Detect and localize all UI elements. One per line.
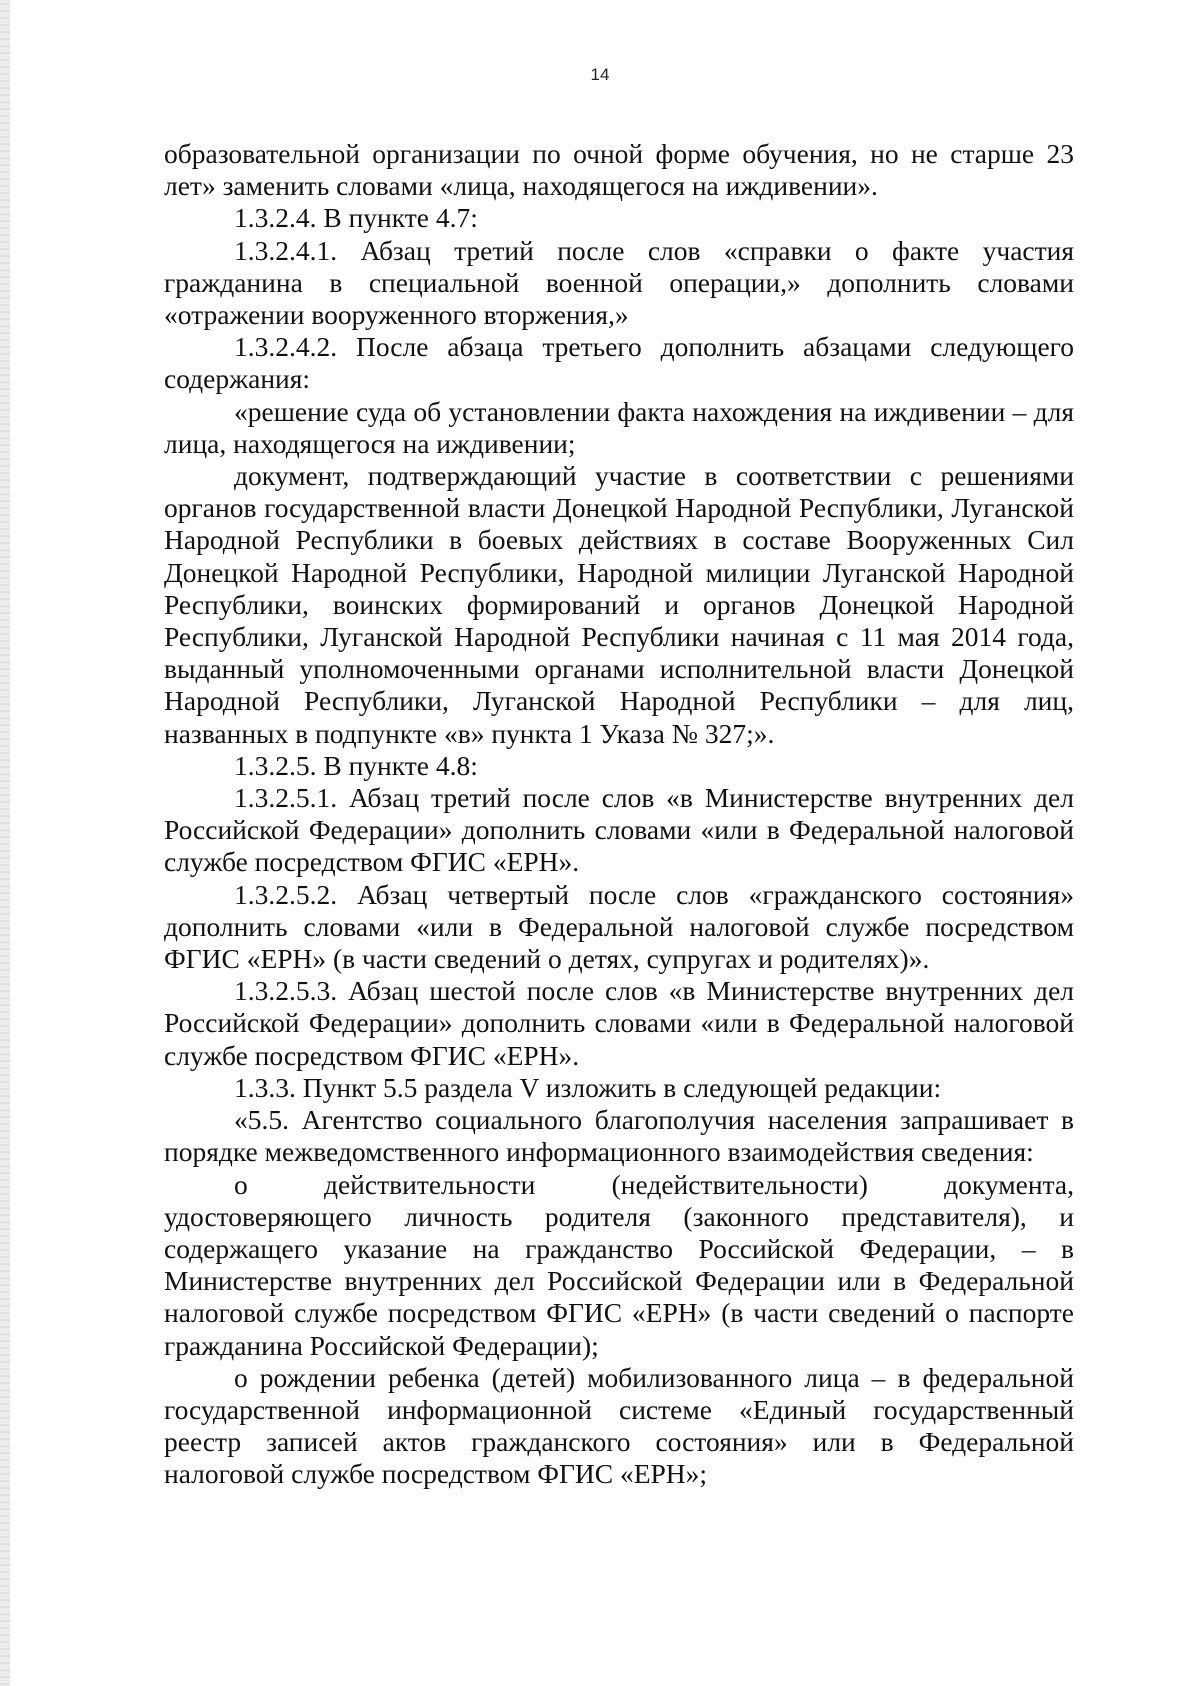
scan-edge-artifact [0,0,10,1686]
paragraph: о действительности (недействительности) документа, удостоверяющего личность родителя (законного представителя), и содержащего указание на гражданство Российской Федерации, – в Министерстве внутренних дел Российской Федерации или в Федеральной налоговой службе посредством ФГИС «ЕРН» (в части сведений о паспорте гражданина Российской Федерации); [164,1168,1074,1361]
page-number: 14 [590,65,610,84]
paragraph: о рождении ребенка (детей) мобилизованного лица – в федеральной государственной информационной системе «Единый государственный реестр записей актов гражданского состояния» или в Федеральной налоговой службе посредством ФГИС «ЕРН»; [164,1361,1074,1490]
paragraph: «5.5. Агентство социального благополучия населения запрашивает в порядке межведомственного информационного взаимодействия сведения: [164,1104,1074,1168]
paragraph: 1.3.2.4. В пункте 4.7: [234,202,478,234]
paragraph: 1.3.2.4.2. После абзаца третьего дополнить абзацами следующего содержания: [164,331,1074,395]
paragraph: 1.3.2.4.1. Абзац третий после слов «справки о факте участия гражданина в специальной военной операции,» дополнить словами «отражении вооруженного вторжения,» [164,234,1074,331]
document-body [164,138,1074,1491]
paragraph: 1.3.2.5. В пункте 4.8: [234,749,478,781]
paragraph: образовательной организации по очной форме обучения, но не старше 23 лет» заменить словами «лица, находящегося на иждивении». [164,138,1074,202]
paragraph: 1.3.2.5.2. Абзац четвертый после слов «гражданского состояния» дополнить словами «или в Федеральной налоговой службе посредством ФГИС «ЕРН» (в части сведений о детях, супругах и родителях)». [164,878,1074,975]
paragraph: «решение суда об установлении факта нахождения на иждивении – для лица, находящегося на иждивении; [164,395,1074,459]
paragraph: 1.3.2.5.1. Абзац третий после слов «в Министерстве внутренних дел Российской Федерации» дополнить словами «или в Федеральной налоговой службе посредством ФГИС «ЕРН». [164,782,1074,878]
paragraph: документ, подтверждающий участие в соответствии с решениями органов государственной власти Донецкой Народной Республики, Луганской Народной Республики в боевых действиях в составе Вооруженных Сил Донецкой Народной Республики, Народной милиции Луганской Народной Республики, воинских формирований и органов Донецкой Народной Республики, Луганской Народной Республики начиная с 11 мая 2014 года, выданный уполномоченными органами исполнительной власти Донецкой Народной Республики, Луганской Народной Республики – для лиц, названных в подпункте «в» пункта 1 Указа № 327;». [164,460,1074,749]
paragraph: 1.3.3. Пункт 5.5 раздела V изложить в следующей редакции: [234,1071,942,1103]
paragraph: 1.3.2.5.3. Абзац шестой после слов «в Министерстве внутренних дел Российской Федерации» дополнить словами «или в Федеральной налоговой службе посредством ФГИС «ЕРН». [164,975,1074,1071]
